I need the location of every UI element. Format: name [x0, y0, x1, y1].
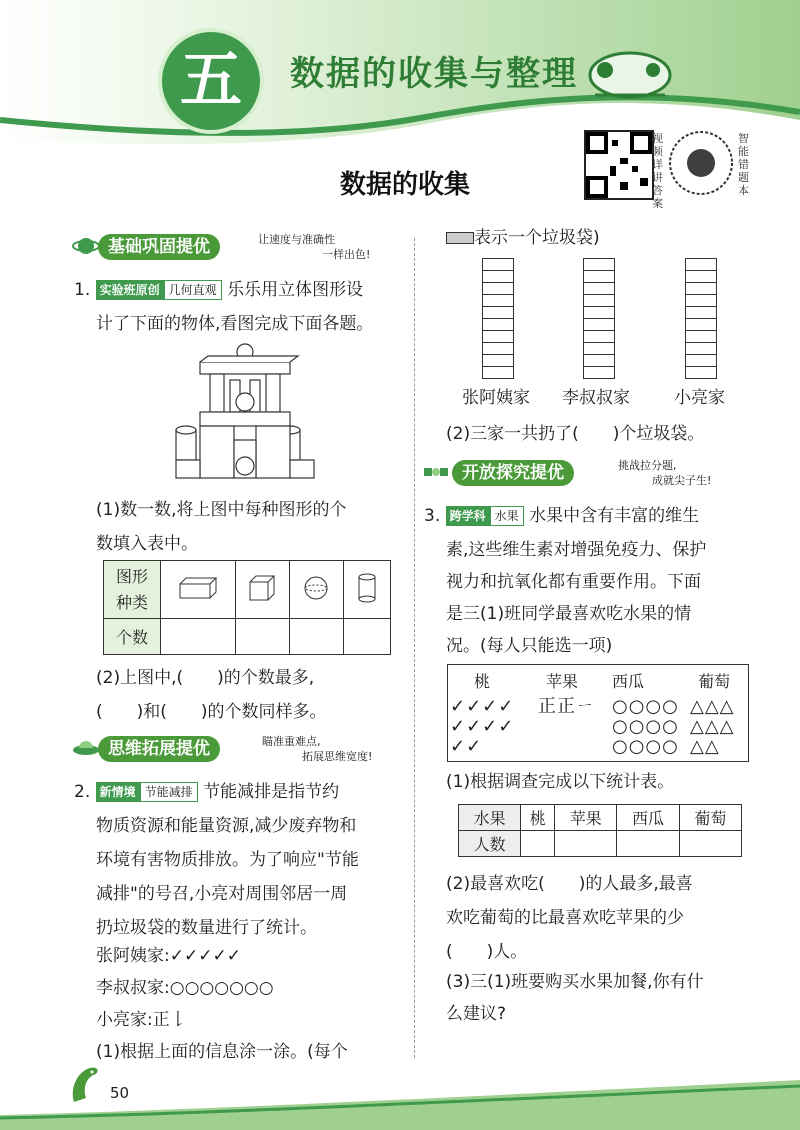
grid-cell[interactable]	[685, 282, 717, 294]
zheng-tally: 正𠄌	[152, 1010, 187, 1030]
question-2-intro	[74, 776, 404, 808]
q2-text-line: 扔垃圾袋的数量进行了统计。	[96, 918, 317, 938]
question-number: 2.	[74, 782, 91, 802]
answer-cell[interactable]	[521, 831, 555, 857]
dolphin-icon	[66, 1062, 106, 1112]
melon-tally-2: ○○○○	[612, 716, 679, 737]
answer-cell[interactable]	[555, 831, 617, 857]
tag-cross-subject: 跨学科	[446, 506, 490, 526]
slogan-open-2: 成就尖子生!	[652, 474, 712, 487]
stat-header-cell: 苹果	[555, 805, 617, 831]
qr-label-errorbook: 智能错题本	[738, 132, 749, 197]
melon-tally-1: ○○○○	[612, 696, 679, 717]
q3-text-line: 素,这些维生素对增强免疫力、保护	[446, 540, 707, 560]
unit-number-badge: 五	[158, 28, 264, 134]
grid-cell[interactable]	[685, 294, 717, 306]
slogan-thinking-2: 拓展思维宽度!	[302, 750, 373, 763]
section-label-open: 开放探究提优	[452, 460, 574, 486]
grid-cell[interactable]	[482, 282, 514, 294]
section-label-thinking: 思维拓展提优	[98, 736, 220, 762]
section-title: 数据的收集	[340, 170, 471, 200]
family-label-xiaoliang: 小亮家	[674, 388, 725, 408]
page-number: 50	[110, 1084, 130, 1102]
grape-tally-3: △△	[690, 736, 720, 757]
rectangle-legend-icon	[446, 232, 474, 244]
section-banner-thinking	[72, 734, 402, 764]
mascot-illustration-icon	[575, 40, 685, 110]
question-1-intro	[74, 274, 404, 306]
peach-tally-3: ✓✓	[450, 736, 483, 757]
grape-tally-2: △△△	[690, 716, 735, 737]
question-text: 节能减排是指节约	[203, 782, 340, 802]
error-book-qr-code-icon	[668, 130, 734, 196]
stat-header-cell: 桃	[521, 805, 555, 831]
grid-cell[interactable]	[482, 354, 514, 366]
column-divider	[414, 238, 415, 1058]
q3-part3-line: 么建议?	[446, 1004, 507, 1024]
cuboid-icon	[161, 561, 236, 619]
question-3-intro	[424, 500, 764, 532]
grid-cell[interactable]	[583, 354, 615, 366]
stat-header-cell: 西瓜	[617, 805, 679, 831]
table-header-cell: 图形 种类	[104, 561, 161, 619]
grid-cell[interactable]	[482, 330, 514, 342]
q3-text-line: 视力和抗氧化都有重要作用。下面	[446, 572, 701, 592]
grid-cell[interactable]	[482, 258, 514, 270]
question-number: 1.	[74, 280, 91, 300]
bag-grid-li[interactable]	[583, 258, 615, 379]
cube-icon	[235, 561, 289, 619]
grid-cell[interactable]	[685, 270, 717, 282]
checkmark-tally: ✓✓✓✓✓	[169, 946, 241, 966]
tag-original: 实验班原创	[96, 280, 164, 300]
grid-cell[interactable]	[583, 342, 615, 354]
section-banner-open	[422, 458, 762, 488]
grid-cell[interactable]	[685, 342, 717, 354]
stat-header-cell: 葡萄	[679, 805, 741, 831]
grid-cell[interactable]	[482, 294, 514, 306]
slogan-thinking-1: 瞄准重难点,	[262, 735, 321, 748]
answer-cell[interactable]	[617, 831, 679, 857]
fruit-survey-box	[447, 664, 749, 762]
q2-part1: (1)根据上面的信息涂一涂。(每个	[96, 1042, 348, 1062]
sphere-icon	[289, 561, 343, 619]
solid-shapes-structure-illustration	[170, 340, 320, 485]
question-1-text-2: 计了下面的物体,看图完成下面各题。	[96, 314, 374, 334]
grid-cell[interactable]	[685, 330, 717, 342]
slogan-basic-2: 一样出色!	[322, 248, 371, 261]
fruit-stat-table	[458, 804, 742, 857]
apple-tally: 正正ㄧ	[538, 696, 595, 717]
answer-cell[interactable]	[679, 831, 741, 857]
stat-header-cell: 水果	[459, 805, 521, 831]
grid-cell[interactable]	[482, 318, 514, 330]
question-text: 水果中含有丰富的维生	[529, 506, 700, 526]
grape-tally-1: △△△	[690, 696, 735, 717]
family-label-li: 李叔叔家	[562, 388, 630, 408]
q3-part2-line: (2)最喜欢吃( )的人最多,最喜	[446, 874, 693, 894]
answer-cell[interactable]	[161, 619, 236, 655]
q3-part1: (1)根据调查完成以下统计表。	[446, 772, 675, 792]
grid-cell[interactable]	[482, 270, 514, 282]
cylinder-icon	[343, 561, 390, 619]
fruit-label-apple: 苹果	[546, 672, 579, 691]
tag-energy-saving: 节能减排	[140, 782, 198, 802]
section-label-basic: 基础巩固提优	[98, 234, 220, 260]
q2-text-line: 减排"的号召,小亮对周围邻居一周	[96, 884, 348, 904]
grid-cell[interactable]	[583, 282, 615, 294]
grid-cell[interactable]	[685, 306, 717, 318]
q2-text-line: 环境有害物质排放。为了响应"节能	[96, 850, 359, 870]
record-xiaoliang: 小亮家:正𠄌	[96, 1010, 187, 1030]
fruit-label-grape: 葡萄	[698, 672, 731, 691]
peach-tally-1: ✓✓✓✓	[450, 696, 515, 717]
grid-cell[interactable]	[685, 318, 717, 330]
tag-fruit: 水果	[490, 506, 524, 526]
slogan-basic-1: 让速度与准确性	[258, 233, 335, 246]
answer-cell[interactable]	[235, 619, 289, 655]
grid-cell[interactable]	[583, 258, 615, 270]
circle-tally: ○○○○○○○	[169, 978, 274, 998]
q3-part3-line: (3)三(1)班要购买水果加餐,你有什	[446, 972, 704, 992]
planet-icon	[72, 232, 100, 260]
q2-part1-continued: 表示一个垃圾袋)	[446, 222, 600, 254]
grid-cell[interactable]	[583, 366, 615, 379]
q3-text-line: 是三(1)班同学最喜欢吃水果的情	[446, 604, 692, 624]
q1-part1-line1: (1)数一数,将上图中每种图形的个	[96, 500, 347, 520]
grid-cell[interactable]	[583, 270, 615, 282]
grid-cell[interactable]	[583, 294, 615, 306]
answer-cell[interactable]	[343, 619, 390, 655]
q3-text-line: 况。(每人只能选一项)	[446, 636, 613, 656]
question-number: 3.	[424, 506, 441, 526]
q2-text-line: 物质资源和能量资源,减少废弃物和	[96, 816, 357, 836]
bag-grid-xiaoliang[interactable]	[685, 258, 717, 379]
stat-row-label: 人数	[459, 831, 521, 857]
ufo-icon	[72, 734, 100, 762]
fruit-label-peach: 桃	[474, 672, 491, 691]
grid-cell[interactable]	[583, 306, 615, 318]
q3-part2-line: 欢吃葡萄的比最喜欢吃苹果的少	[446, 908, 684, 928]
tag-new-context: 新情境	[96, 782, 140, 802]
grid-cell[interactable]	[482, 366, 514, 379]
fruit-label-melon: 西瓜	[612, 672, 645, 691]
section-banner-basic	[72, 232, 392, 262]
q1-part2-line1: (2)上图中,( )的个数最多,	[96, 668, 315, 688]
grid-cell[interactable]	[685, 366, 717, 379]
family-label-zhang: 张阿姨家	[462, 388, 530, 408]
record-zhang: 张阿姨家:✓✓✓✓✓	[96, 946, 241, 966]
record-li: 李叔叔家:○○○○○○○	[96, 978, 274, 998]
q1-part1-line2: 数填入表中。	[96, 534, 198, 554]
satellite-icon	[422, 458, 450, 486]
shape-count-table	[103, 560, 391, 655]
q3-part2-line: ( )人。	[446, 942, 528, 962]
question-text: 乐乐用立体图形设	[227, 280, 364, 300]
grid-cell[interactable]	[685, 258, 717, 270]
grid-cell[interactable]	[685, 354, 717, 366]
melon-tally-3: ○○○○	[612, 736, 679, 757]
peach-tally-2: ✓✓✓✓	[450, 716, 515, 737]
grid-cell[interactable]	[583, 318, 615, 330]
bag-grid-zhang[interactable]	[482, 258, 514, 379]
grid-cell[interactable]	[482, 306, 514, 318]
tag-geometry: 几何直观	[164, 280, 222, 300]
answer-cell[interactable]	[289, 619, 343, 655]
slogan-open-1: 挑战拉分题,	[618, 459, 677, 472]
grid-cell[interactable]	[583, 330, 615, 342]
qr-label-video: 视频详讲答案	[652, 132, 663, 210]
grid-cell[interactable]	[482, 342, 514, 354]
chapter-title: 数据的收集与整理	[290, 54, 578, 94]
q2-part2: (2)三家一共扔了( )个垃圾袋。	[446, 424, 705, 444]
q1-part2-line2: ( )和( )的个数同样多。	[96, 702, 327, 722]
video-qr-code-icon	[584, 130, 654, 200]
table-row-label: 个数	[104, 619, 161, 655]
